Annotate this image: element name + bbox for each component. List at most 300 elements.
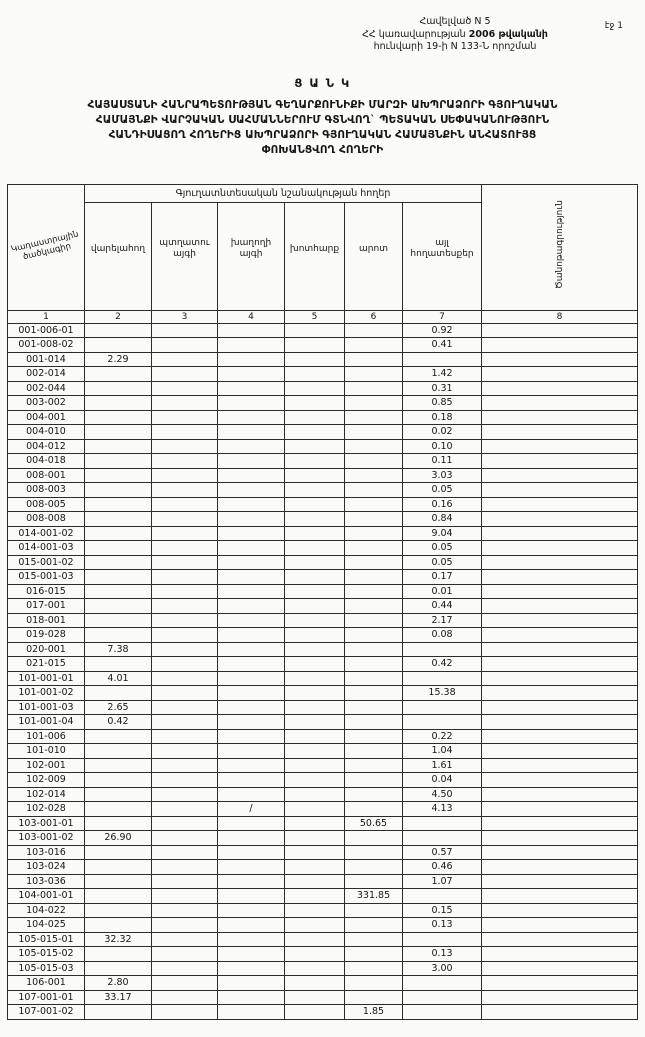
area-value-cell xyxy=(218,323,285,338)
area-value-cell xyxy=(285,903,345,918)
area-value-cell xyxy=(152,889,218,904)
area-value-cell xyxy=(345,990,403,1005)
area-value-cell xyxy=(345,599,403,614)
area-value-cell xyxy=(85,802,152,817)
cadastral-code-cell: 014-001-03 xyxy=(8,541,85,556)
area-value-cell xyxy=(345,932,403,947)
cadastral-code-cell: 001-014 xyxy=(8,352,85,367)
area-value-cell xyxy=(85,439,152,454)
area-value-cell xyxy=(85,903,152,918)
area-value-cell xyxy=(285,773,345,788)
area-value-cell xyxy=(403,715,482,730)
column-number-6: 6 xyxy=(345,310,403,323)
area-value-cell xyxy=(152,352,218,367)
area-value-cell xyxy=(218,425,285,440)
area-value-cell xyxy=(345,715,403,730)
table-row xyxy=(8,555,638,570)
area-value-cell xyxy=(218,410,285,425)
note-cell xyxy=(482,323,638,338)
area-value-cell xyxy=(152,410,218,425)
area-value-cell xyxy=(218,352,285,367)
area-value-cell xyxy=(285,613,345,628)
column-number-row xyxy=(8,310,638,323)
area-value-cell xyxy=(85,758,152,773)
area-value-cell xyxy=(285,686,345,701)
cadastral-code-cell: 101-001-04 xyxy=(8,715,85,730)
area-value-cell xyxy=(85,773,152,788)
cadastral-code-cell: 004-018 xyxy=(8,454,85,469)
area-value-cell: 0.42 xyxy=(403,657,482,672)
area-value-cell xyxy=(218,599,285,614)
note-cell xyxy=(482,367,638,382)
area-value-cell xyxy=(218,845,285,860)
note-cell xyxy=(482,352,638,367)
area-value-cell: 0.22 xyxy=(403,729,482,744)
area-value-cell xyxy=(152,512,218,527)
note-cell xyxy=(482,947,638,962)
area-value-cell xyxy=(152,338,218,353)
area-value-cell xyxy=(403,642,482,657)
area-value-cell xyxy=(285,483,345,498)
table-row xyxy=(8,816,638,831)
cadastral-code-cell: 107-001-01 xyxy=(8,990,85,1005)
area-value-cell xyxy=(345,352,403,367)
area-value-cell xyxy=(285,976,345,991)
area-value-cell xyxy=(285,715,345,730)
area-value-cell xyxy=(218,584,285,599)
area-value-cell xyxy=(285,874,345,889)
table-row xyxy=(8,671,638,686)
area-value-cell: 331.85 xyxy=(345,889,403,904)
document-subtitle xyxy=(0,98,645,158)
area-value-cell xyxy=(285,657,345,672)
note-cell xyxy=(482,671,638,686)
area-value-cell xyxy=(345,367,403,382)
cadastral-code-cell: 003-002 xyxy=(8,396,85,411)
area-value-cell xyxy=(152,381,218,396)
area-value-cell xyxy=(85,613,152,628)
area-value-cell xyxy=(218,613,285,628)
area-value-cell xyxy=(85,483,152,498)
area-value-cell xyxy=(345,570,403,585)
area-value-cell xyxy=(152,787,218,802)
note-cell xyxy=(482,628,638,643)
table-row xyxy=(8,773,638,788)
area-value-cell xyxy=(85,410,152,425)
table-row xyxy=(8,700,638,715)
area-value-cell xyxy=(85,874,152,889)
note-cell xyxy=(482,831,638,846)
area-value-cell xyxy=(218,439,285,454)
cadastral-code-cell: 016-015 xyxy=(8,584,85,599)
cadastral-code-cell: 102-014 xyxy=(8,787,85,802)
area-value-cell xyxy=(403,816,482,831)
area-value-cell xyxy=(152,831,218,846)
note-cell xyxy=(482,874,638,889)
area-value-cell xyxy=(345,613,403,628)
note-cell xyxy=(482,758,638,773)
table-row xyxy=(8,990,638,1005)
area-value-cell: 1.04 xyxy=(403,744,482,759)
area-value-cell xyxy=(345,860,403,875)
area-value-cell xyxy=(345,729,403,744)
area-value-cell: 33.17 xyxy=(85,990,152,1005)
area-value-cell: 9.04 xyxy=(403,526,482,541)
cadastral-code-cell: 018-001 xyxy=(8,613,85,628)
note-cell xyxy=(482,845,638,860)
appendix-year-bold: 2006 թվականի xyxy=(468,28,548,40)
cadastral-code-cell: 001-006-01 xyxy=(8,323,85,338)
area-value-cell xyxy=(85,657,152,672)
area-value-cell xyxy=(218,1005,285,1020)
area-value-cell xyxy=(218,729,285,744)
note-cell xyxy=(482,918,638,933)
subtitle-line-3: ՀԱՆԴԻՍԱՑՈՂ ՀՈՂԵՐԻՑ ԱԽՊՐԱՁՈՐԻ ԳՅՈՒՂԱԿԱՆ ՀԱՄԱՅՆՔԻՆ ԱՆՀԱՏՈՒՅՑ xyxy=(108,128,537,141)
note-cell xyxy=(482,657,638,672)
area-value-cell xyxy=(345,338,403,353)
area-value-cell xyxy=(218,947,285,962)
note-cell xyxy=(482,497,638,512)
area-value-cell xyxy=(85,425,152,440)
area-value-cell: 4.01 xyxy=(85,671,152,686)
area-value-cell xyxy=(285,338,345,353)
area-value-cell xyxy=(85,584,152,599)
column-number-5: 5 xyxy=(285,310,345,323)
table-row xyxy=(8,439,638,454)
area-value-cell xyxy=(285,599,345,614)
area-value-cell xyxy=(85,396,152,411)
area-value-cell xyxy=(85,1005,152,1020)
area-value-cell xyxy=(345,976,403,991)
subtitle-line-2: ՀԱՄԱՅՆՔԻ ՎԱՐՉԱԿԱՆ ՍԱՀՄԱՆՆԵՐՈՒՄ ԳՏՆՎՈՂ` ՊԵՏԱԿԱՆ ՍԵՓԱԿԱՆՈՒԹՅՈՒՆ xyxy=(95,113,550,126)
table-row xyxy=(8,338,638,353)
cadastral-code-cell: 101-010 xyxy=(8,744,85,759)
area-value-cell xyxy=(218,758,285,773)
area-value-cell xyxy=(285,802,345,817)
note-cell xyxy=(482,802,638,817)
table-row xyxy=(8,352,638,367)
area-value-cell xyxy=(152,671,218,686)
note-cell xyxy=(482,468,638,483)
table-row xyxy=(8,541,638,556)
area-value-cell xyxy=(285,932,345,947)
area-value-cell xyxy=(285,526,345,541)
area-value-cell xyxy=(152,323,218,338)
area-value-cell xyxy=(345,526,403,541)
area-value-cell: 0.02 xyxy=(403,425,482,440)
area-value-cell xyxy=(218,483,285,498)
table-row xyxy=(8,787,638,802)
table-row xyxy=(8,497,638,512)
area-value-cell xyxy=(285,990,345,1005)
area-value-cell xyxy=(152,744,218,759)
area-value-cell: 0.31 xyxy=(403,381,482,396)
note-cell xyxy=(482,773,638,788)
cadastral-code-cell: 004-010 xyxy=(8,425,85,440)
note-cell xyxy=(482,526,638,541)
cadastral-code-cell: 102-009 xyxy=(8,773,85,788)
area-value-cell xyxy=(345,323,403,338)
area-value-cell xyxy=(285,454,345,469)
area-value-cell xyxy=(285,671,345,686)
area-value-cell xyxy=(345,584,403,599)
table-row xyxy=(8,961,638,976)
area-value-cell xyxy=(85,845,152,860)
cadastral-code-cell: 015-001-03 xyxy=(8,570,85,585)
table-row xyxy=(8,686,638,701)
area-value-cell xyxy=(285,497,345,512)
area-value-cell xyxy=(345,512,403,527)
note-cell xyxy=(482,860,638,875)
table-row xyxy=(8,976,638,991)
cadastral-code-cell: 104-001-01 xyxy=(8,889,85,904)
area-value-cell: 0.92 xyxy=(403,323,482,338)
col-other-lands-header: այլ հողատեսքեր xyxy=(403,202,482,310)
table-row xyxy=(8,802,638,817)
area-value-cell xyxy=(152,686,218,701)
column-number-8: 8 xyxy=(482,310,638,323)
note-cell xyxy=(482,396,638,411)
cadastral-code-cell: 103-036 xyxy=(8,874,85,889)
table-row xyxy=(8,874,638,889)
note-cell xyxy=(482,570,638,585)
land-parcels-table xyxy=(7,184,638,1020)
page-number: էջ 1 xyxy=(604,21,623,31)
cadastral-code-cell: 105-015-01 xyxy=(8,932,85,947)
table-row xyxy=(8,729,638,744)
area-value-cell xyxy=(152,439,218,454)
note-column-header xyxy=(482,184,638,310)
note-cell xyxy=(482,642,638,657)
area-value-cell xyxy=(403,1005,482,1020)
note-cell xyxy=(482,584,638,599)
table-row xyxy=(8,642,638,657)
area-value-cell xyxy=(285,425,345,440)
area-value-cell xyxy=(152,918,218,933)
area-value-cell xyxy=(403,932,482,947)
area-value-cell: 0.46 xyxy=(403,860,482,875)
area-value-cell xyxy=(152,874,218,889)
area-value-cell xyxy=(345,454,403,469)
note-cell xyxy=(482,961,638,976)
note-cell xyxy=(482,700,638,715)
table-row xyxy=(8,425,638,440)
area-value-cell xyxy=(152,613,218,628)
cadastral-code-cell: 104-025 xyxy=(8,918,85,933)
area-value-cell xyxy=(218,932,285,947)
area-value-cell: 0.57 xyxy=(403,845,482,860)
note-cell xyxy=(482,686,638,701)
area-value-cell xyxy=(152,425,218,440)
table-row xyxy=(8,657,638,672)
note-cell xyxy=(482,715,638,730)
area-value-cell xyxy=(403,976,482,991)
note-cell xyxy=(482,729,638,744)
area-value-cell xyxy=(152,599,218,614)
table-row xyxy=(8,584,638,599)
area-value-cell: 26.90 xyxy=(85,831,152,846)
document-title: Ց Ա Ն Կ xyxy=(294,75,351,90)
note-cell xyxy=(482,541,638,556)
area-value-cell xyxy=(152,845,218,860)
area-value-cell xyxy=(345,410,403,425)
table-row xyxy=(8,628,638,643)
area-value-cell xyxy=(285,787,345,802)
area-value-cell: / xyxy=(218,802,285,817)
cadastral-code-cell: 002-014 xyxy=(8,367,85,382)
area-value-cell xyxy=(85,889,152,904)
area-value-cell xyxy=(152,961,218,976)
area-value-cell: 0.13 xyxy=(403,947,482,962)
area-value-cell xyxy=(152,1005,218,1020)
area-value-cell xyxy=(285,729,345,744)
area-value-cell xyxy=(85,729,152,744)
appendix-line-2-prefix: ՀՀ կառավարության xyxy=(362,28,469,40)
area-value-cell xyxy=(152,570,218,585)
area-value-cell xyxy=(345,758,403,773)
appendix-line-1: Հավելված N 5 xyxy=(419,16,491,27)
cadastral-code-cell: 017-001 xyxy=(8,599,85,614)
area-value-cell: 0.11 xyxy=(403,454,482,469)
area-value-cell xyxy=(345,744,403,759)
cadastral-code-cell: 102-001 xyxy=(8,758,85,773)
cadastral-code-cell: 020-001 xyxy=(8,642,85,657)
area-value-cell xyxy=(152,932,218,947)
area-value-cell xyxy=(152,729,218,744)
area-value-cell xyxy=(218,381,285,396)
area-value-cell xyxy=(285,642,345,657)
area-value-cell xyxy=(285,555,345,570)
area-value-cell xyxy=(218,570,285,585)
area-value-cell xyxy=(285,889,345,904)
note-cell xyxy=(482,990,638,1005)
area-value-cell xyxy=(152,773,218,788)
cadastral-code-cell: 008-008 xyxy=(8,512,85,527)
area-value-cell xyxy=(345,642,403,657)
cadastral-code-header-label: Կադաստրային ծածկագիր xyxy=(10,229,80,263)
area-value-cell xyxy=(152,802,218,817)
area-value-cell xyxy=(152,367,218,382)
area-value-cell xyxy=(285,947,345,962)
area-value-cell xyxy=(152,555,218,570)
cadastral-code-cell: 102-028 xyxy=(8,802,85,817)
area-value-cell xyxy=(152,454,218,469)
table-row xyxy=(8,613,638,628)
area-value-cell xyxy=(345,918,403,933)
area-value-cell: 4.13 xyxy=(403,802,482,817)
area-value-cell xyxy=(403,831,482,846)
col-hayfield-header: խոտհարք xyxy=(285,202,345,310)
area-value-cell: 4.50 xyxy=(403,787,482,802)
area-value-cell xyxy=(85,628,152,643)
area-value-cell xyxy=(285,570,345,585)
area-value-cell: 0.13 xyxy=(403,918,482,933)
note-cell xyxy=(482,483,638,498)
area-value-cell xyxy=(218,831,285,846)
area-value-cell xyxy=(285,541,345,556)
area-value-cell xyxy=(85,381,152,396)
cadastral-code-cell: 002-044 xyxy=(8,381,85,396)
area-value-cell xyxy=(85,454,152,469)
cadastral-code-cell: 015-001-02 xyxy=(8,555,85,570)
cadastral-code-cell: 107-001-02 xyxy=(8,1005,85,1020)
area-value-cell xyxy=(218,541,285,556)
table-row xyxy=(8,526,638,541)
col-vineyard-header: խաղողի այգի xyxy=(218,202,285,310)
area-value-cell xyxy=(152,468,218,483)
area-value-cell xyxy=(345,787,403,802)
table-row xyxy=(8,468,638,483)
area-value-cell xyxy=(85,947,152,962)
area-value-cell xyxy=(285,381,345,396)
area-value-cell: 3.00 xyxy=(403,961,482,976)
area-value-cell xyxy=(285,744,345,759)
note-cell xyxy=(482,816,638,831)
area-value-cell xyxy=(218,454,285,469)
area-value-cell xyxy=(345,381,403,396)
area-value-cell: 1.85 xyxy=(345,1005,403,1020)
cadastral-code-cell: 021-015 xyxy=(8,657,85,672)
area-value-cell xyxy=(403,700,482,715)
area-value-cell xyxy=(85,918,152,933)
area-value-cell xyxy=(85,570,152,585)
area-value-cell xyxy=(345,468,403,483)
area-value-cell xyxy=(218,555,285,570)
area-value-cell xyxy=(403,671,482,686)
cadastral-code-cell: 105-015-03 xyxy=(8,961,85,976)
area-value-cell xyxy=(345,773,403,788)
area-value-cell xyxy=(85,961,152,976)
area-value-cell: 0.04 xyxy=(403,773,482,788)
area-value-cell xyxy=(285,961,345,976)
area-value-cell: 7.38 xyxy=(85,642,152,657)
area-value-cell xyxy=(345,541,403,556)
area-value-cell xyxy=(218,787,285,802)
area-value-cell xyxy=(85,367,152,382)
area-value-cell xyxy=(152,483,218,498)
area-value-cell xyxy=(285,860,345,875)
area-value-cell: 0.15 xyxy=(403,903,482,918)
area-value-cell xyxy=(152,715,218,730)
cadastral-code-cell: 008-005 xyxy=(8,497,85,512)
area-value-cell: 0.85 xyxy=(403,396,482,411)
area-value-cell xyxy=(152,657,218,672)
area-value-cell xyxy=(345,497,403,512)
area-value-cell xyxy=(152,628,218,643)
note-cell xyxy=(482,613,638,628)
table-row xyxy=(8,845,638,860)
area-value-cell xyxy=(218,990,285,1005)
note-cell xyxy=(482,439,638,454)
area-value-cell xyxy=(85,468,152,483)
appendix-block xyxy=(313,16,597,54)
area-value-cell xyxy=(218,744,285,759)
table-row xyxy=(8,758,638,773)
area-value-cell xyxy=(85,497,152,512)
area-value-cell xyxy=(218,860,285,875)
area-value-cell xyxy=(218,903,285,918)
area-value-cell xyxy=(152,497,218,512)
area-value-cell: 0.05 xyxy=(403,555,482,570)
area-value-cell xyxy=(218,976,285,991)
subtitle-line-4: ՓՈԽԱՆՑՎՈՂ ՀՈՂԵՐԻ xyxy=(261,143,384,156)
column-number-2: 2 xyxy=(85,310,152,323)
note-cell xyxy=(482,744,638,759)
area-value-cell xyxy=(85,338,152,353)
cadastral-code-cell: 103-001-01 xyxy=(8,816,85,831)
area-value-cell xyxy=(152,758,218,773)
area-value-cell xyxy=(403,990,482,1005)
